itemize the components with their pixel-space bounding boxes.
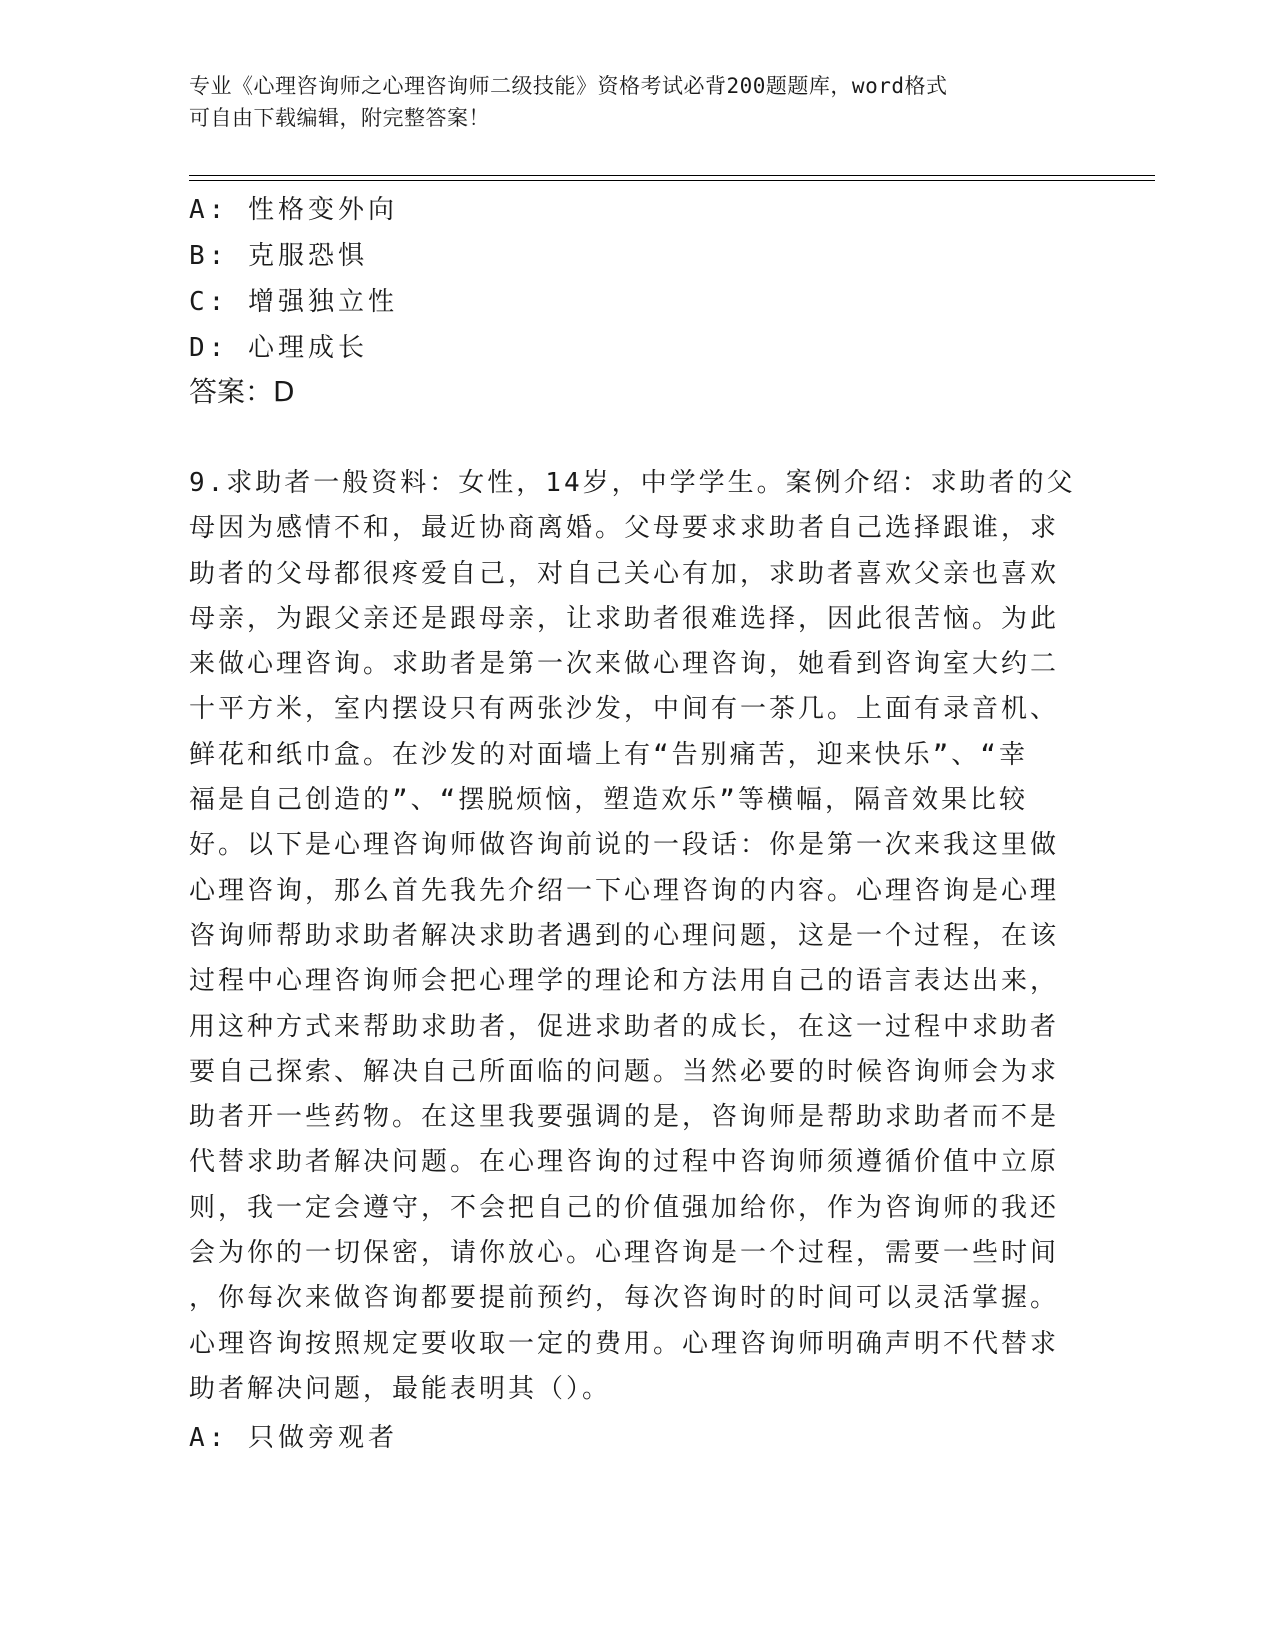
previous-question-options	[189, 187, 398, 371]
answer-label: 答案：D	[189, 375, 295, 408]
question-line: 咨询师帮助求助者解决求助者遇到的心理问题，这是一个过程，在该	[189, 920, 1060, 951]
question-line: 十平方米，室内摆设只有两张沙发，中间有一茶几。上面有录音机、	[189, 694, 1060, 725]
question-line: 要自己探索、解决自己所面临的问题。当然必要的时候咨询师会为求	[189, 1056, 1060, 1087]
question-line: 9.求助者一般资料：女性，14岁，中学学生。案例介绍：求助者的父	[189, 468, 1076, 498]
question-line: 代替求助者解决问题。在心理咨询的过程中咨询师须遵循价值中立原	[189, 1147, 1060, 1178]
question-9-option-a: A: 只做旁观者	[189, 1423, 398, 1453]
question-line: 鲜花和纸巾盒。在沙发的对面墙上有“告别痛苦，迎来快乐”、“幸	[189, 739, 1028, 770]
header-line: 专业《心理咨询师之心理咨询师二级技能》资格考试必背200题题库，word格式	[189, 74, 948, 98]
question-line: 过程中心理咨询师会把心理学的理论和方法用自己的语言表达出来，	[189, 966, 1060, 997]
question-line: 则，我一定会遵守，不会把自己的价值强加给你，作为咨询师的我还	[189, 1192, 1060, 1223]
question-line: 助者开一些药物。在这里我要强调的是，咨询师是帮助求助者而不是	[189, 1102, 1060, 1133]
question-line: 助者的父母都很疼爱自己，对自己关心有加，求助者喜欢父亲也喜欢	[189, 558, 1060, 589]
question-line: 好。以下是心理咨询师做咨询前说的一段话：你是第一次来我这里做	[189, 830, 1060, 861]
question-line: 用这种方式来帮助求助者，促进求助者的成长，在这一过程中求助者	[189, 1011, 1060, 1042]
question-line: ，你每次来做咨询都要提前预约，每次咨询时的时间可以灵活掌握。	[189, 1283, 1060, 1314]
option-d: D: 心理成长	[189, 333, 368, 363]
option-c: C: 增强独立性	[189, 287, 398, 317]
question-line: 心理咨询，那么首先我先介绍一下心理咨询的内容。心理咨询是心理	[189, 875, 1060, 906]
question-line: 母因为感情不和，最近协商离婚。父母要求求助者自己选择跟谁，求	[189, 513, 1060, 544]
header-divider-bottom	[189, 180, 1155, 181]
question-line: 助者解决问题，最能表明其（）。	[189, 1373, 612, 1404]
option-b: B: 克服恐惧	[189, 241, 368, 271]
option-a: A: 性格变外向	[189, 195, 398, 225]
question-line: 来做心理咨询。求助者是第一次来做心理咨询，她看到咨询室大约二	[189, 649, 1060, 680]
question-line: 心理咨询按照规定要收取一定的费用。心理咨询师明确声明不代替求	[189, 1328, 1060, 1359]
question-line: 会为你的一切保密，请你放心。心理咨询是一个过程，需要一些时间	[189, 1238, 1060, 1269]
question-line: 福是自己创造的”、“摆脱烦恼，塑造欢乐”等横幅，隔音效果比较	[189, 785, 1028, 816]
question-9-text	[189, 461, 1076, 1412]
question-line: 母亲，为跟父亲还是跟母亲，让求助者很难选择，因此很苦恼。为此	[189, 603, 1060, 634]
header-line: 可自由下载编辑，附完整答案！	[189, 106, 490, 130]
header-divider-top	[189, 175, 1155, 176]
document-header	[189, 70, 1069, 134]
